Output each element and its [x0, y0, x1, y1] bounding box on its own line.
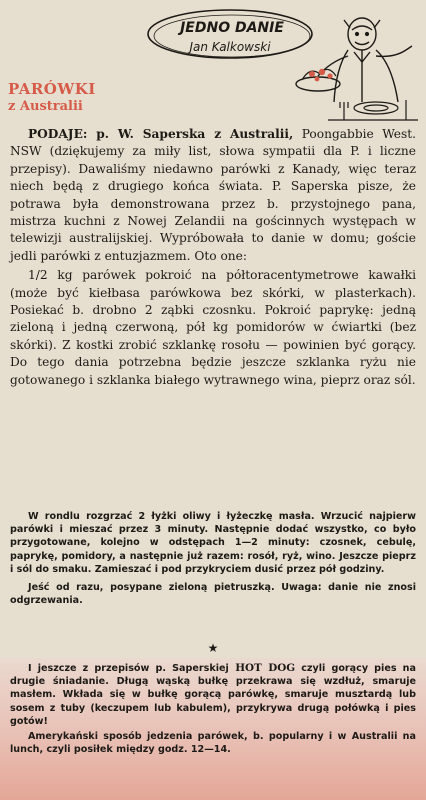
- logo-author: Jan Kalkowski: [189, 40, 271, 54]
- plate-illustration: [296, 69, 340, 91]
- title-line-2: z Australii: [8, 99, 83, 114]
- article-body: [10, 126, 416, 389]
- method-paragraph: W rondlu rozgrzać 2 łyżki oliwy i łyżeczkę masła. Wrzucić najpierw parówki i mieszać przez 3 minuty. Następnie dodać wszystko, co było przygotowane, kolejno w odstępach 1—2 minuty: czosnek, cebulę, paprykę, pomidory, a następnie już razem: rosół, ryż, wino. Jeszcze pieprz i sól do smaku. Zamieszać i pod przykryciem dusić przez pół godziny.: [10, 511, 416, 575]
- serve-paragraph: Jeść od razu, posypane zieloną pietruszką. Uwaga: danie nie znosi odgrzewania.: [10, 582, 416, 607]
- title-line-1: PARÓWKI: [8, 80, 96, 98]
- jedno-danie-logo: [140, 4, 422, 124]
- logo-title: JEDNO DANIE: [180, 20, 284, 36]
- hotdog-lead: I jeszcze z przepisów p. Saperskiej: [28, 663, 229, 674]
- hotdog-paragraph: [10, 662, 416, 728]
- hotdog-term: HOT DOG: [228, 662, 296, 674]
- intro-lead: PODAJE: p. W. Saperska z Australii,: [28, 127, 294, 141]
- hotdog-rest: czyli gorący pies na drugie śniadanie. Długą wąską bułkę przekrawa się wzdłuż, smaruje masłem. Wkłada się w bułkę gorącą parówkę, smaruje musztardą lub sosem z tuby (keczupem lub kabulem), przykrywa drugą połówką i pies gotów!: [10, 663, 416, 727]
- table-setting: [328, 100, 418, 120]
- intro-rest: Poongabbie West. NSW (dziękujemy za miły list, słowa sympatii dla P. i liczne przepisy). Dawaliśmy niedawno parówki z Kanady, więc teraz niech będą z drugiego końca świata. P. Saperska pisze, że potrawa była demonstrowana przez b. przystojnego pana, mistrza kuchni z Nowej Zelandii na gościnnych występach w telewizji australijskiej. Wypróbowała to danie w domu; goście jedli parówki z entuzjazmem. Oto one:: [10, 127, 416, 263]
- method-section: [10, 510, 416, 607]
- hotdog-section: [10, 662, 416, 756]
- intro-paragraph: [10, 126, 416, 265]
- section-divider-star: ★: [207, 641, 219, 655]
- closing-paragraph: Amerykański sposób jedzenia parówek, b. popularny i w Australii na lunch, czyli posiłek między godz. 12—14.: [10, 731, 416, 756]
- article-title: [8, 80, 128, 116]
- ingredients-paragraph: 1/2 kg parówek pokroić na półtoracentymetrowe kawałki (może być kiełbasa parówkowa bez skórki, w plasterkach). Posiekać b. drobno 2 ząbki czosnku. Pokroić paprykę: jedną zieloną i jedną czerwoną, pół kg pomidorów w ćwiartki (bez skórki). Z kostki zrobić szklankę rosołu — powinien być gorący. Do tego dania potrzebna będzie jeszcze szklanka ryżu nie gotowanego i szklanka białego wytrawnego wina, pieprz oraz sól.: [10, 268, 416, 387]
- article-header: [0, 0, 426, 122]
